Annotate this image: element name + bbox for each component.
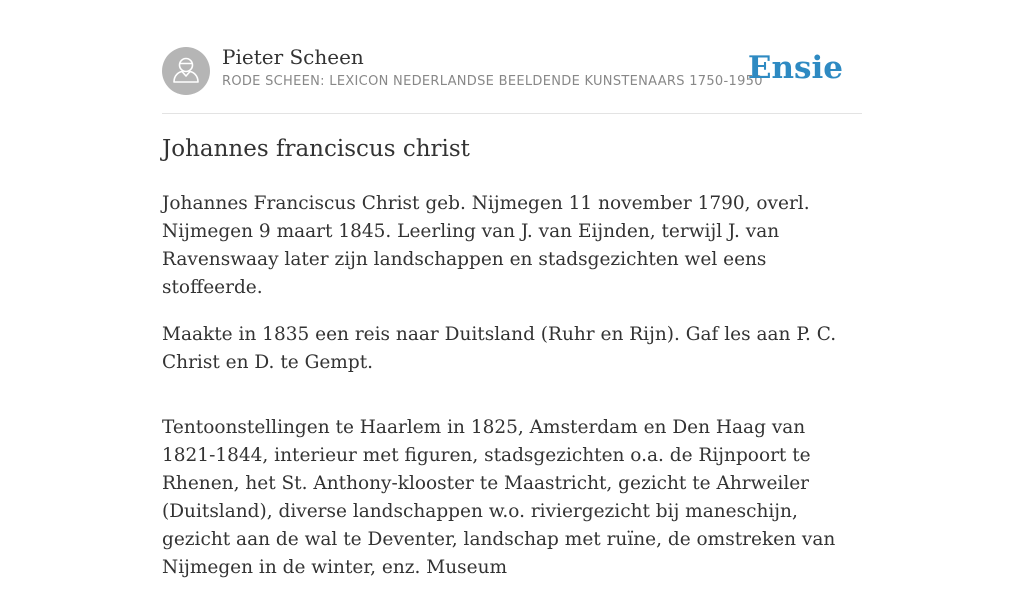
page <box>162 0 862 578</box>
author-name[interactable]: Pieter Scheen <box>222 45 364 69</box>
article-paragraph: Maakte in 1835 een reis naar Duitsland (Ruhr en Rijn). Gaf les aan P. C. Christ en D. te Gempt. <box>162 324 837 373</box>
source-title[interactable]: RODE SCHEEN: LEXICON NEDERLANDSE BEELDENDE KUNSTENAARS 1750-1950 <box>222 74 763 89</box>
article-header <box>162 0 862 114</box>
article-paragraph: Johannes Franciscus Christ geb. Nijmegen 11 november 1790, overl. Nijmegen 9 maart 1845. Leerling van J. van Eijnden, terwijl J. van Ravenswaay later zijn landschappen en stadsgezichten wel eens stoffeerde. <box>162 193 810 298</box>
brand-logo[interactable]: Ensie <box>747 50 843 86</box>
article-paragraph: Tentoonstellingen te Haarlem in 1825, Amsterdam en Den Haag van 1821-1844, interieur met figuren, stadsgezichten o.a. de Rijnpoort te Rhenen, het St. Anthony-klooster te Maastricht, gezicht te Ahrweiler (Duitsland), diverse landschappen w.o. riviergezicht bij maneschijn, gezicht aan de wal te Deventer, landschap met ruïne, de omstreken van Nijmegen in de winter, enz. Museum <box>162 417 836 578</box>
author-avatar[interactable] <box>162 47 210 95</box>
article-body <box>162 190 862 601</box>
article-title: Johannes franciscus christ <box>162 136 470 162</box>
user-silhouette-icon <box>162 47 210 95</box>
